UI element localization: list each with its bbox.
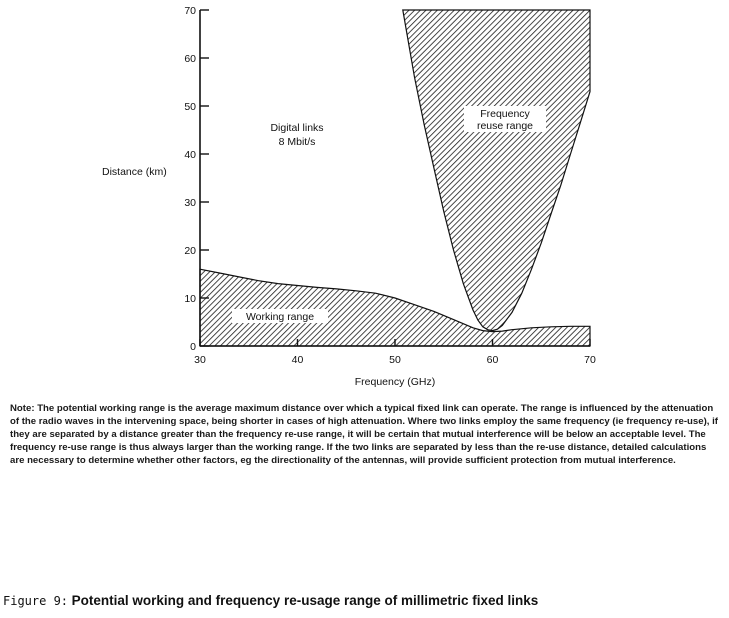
x-tick-label: 50: [389, 354, 401, 366]
figure-title: Potential working and frequency re-usage range of millimetric fixed links: [71, 593, 539, 608]
frequency-reuse-area: [403, 10, 590, 331]
x-tick-label: 30: [194, 354, 206, 366]
x-tick-label: 40: [291, 354, 304, 366]
y-tick-label: 70: [184, 5, 196, 17]
y-tick-label: 20: [184, 245, 196, 257]
y-tick-label: 50: [184, 101, 196, 113]
x-tick-label: 70: [584, 354, 596, 366]
y-axis-label: Distance (km): [102, 166, 167, 178]
x-axis-label: Frequency (GHz): [354, 376, 436, 388]
note-label: Note:: [10, 403, 35, 414]
svg-text:Working range: Working range: [245, 311, 315, 323]
y-tick-label: 10: [184, 293, 196, 305]
y-tick-label: 30: [184, 197, 196, 209]
figure-number: Figure 9:: [3, 594, 69, 608]
y-tick-label: 0: [190, 341, 196, 353]
svg-text:Frequencyreuse range: Frequency reuse range: [476, 108, 534, 132]
figure-caption: [3, 593, 723, 608]
chart-annotation: Digital links 8 Mbit/s: [270, 122, 324, 148]
y-tick-label: 40: [184, 149, 196, 161]
working-range-label: [232, 309, 328, 323]
y-tick-label: 60: [184, 53, 196, 65]
frequency-reuse-label: [464, 106, 546, 132]
working-range-area: [200, 269, 590, 346]
x-tick-label: 60: [486, 354, 499, 366]
chart-note: [10, 402, 722, 467]
note-text: The potential working range is the average maximum distance over which a typical fixed link can operate. The range is influenced by the attenuation of the radio waves in the intervening space, being shorter in cases of high attenuation. Where two links employ the same frequency (ie frequency re-use), if they are separated by a distance greater than the frequency re-use range, it will be certain that mutual interference will be below an acceptable level. The frequency re-use range is thus always larger than the working range. If the two links are separated by less than the re-use distance, detailed calculations are necessary to determine whether other factors, eg the directionality of the antennas, will provide sufficient protection from mutual interference.: [10, 403, 718, 466]
